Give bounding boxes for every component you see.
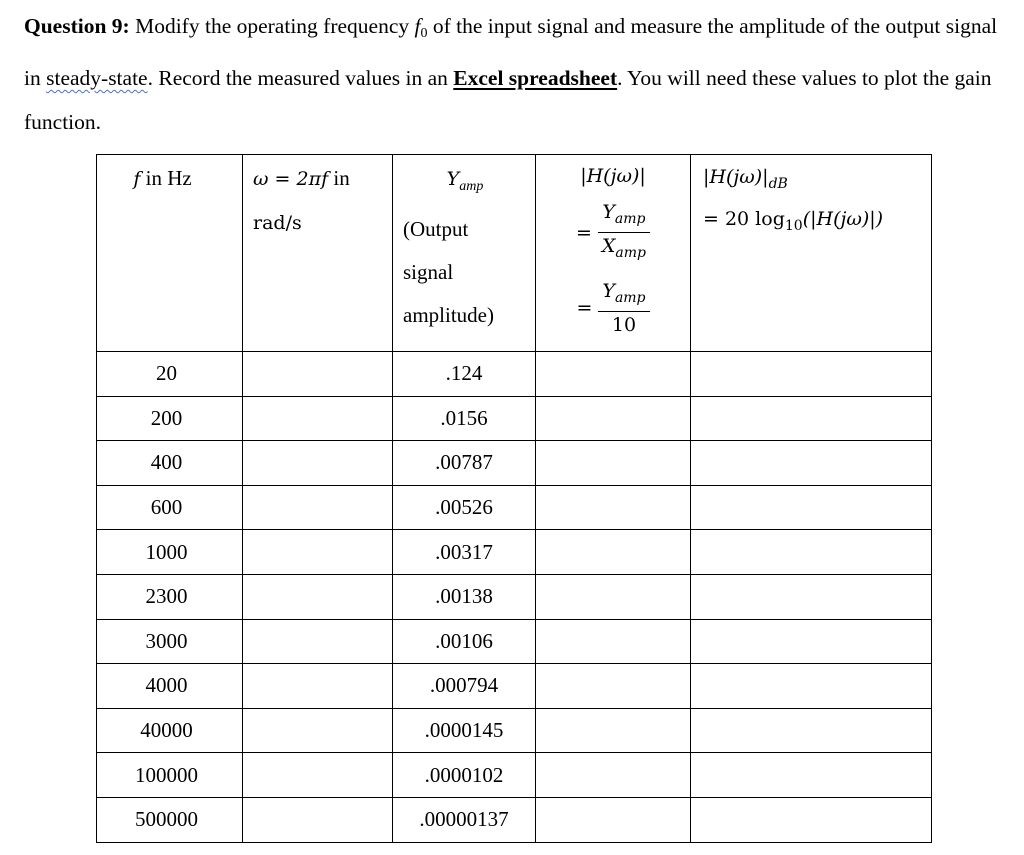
header-h-magnitude: |H(jω)| — [580, 165, 646, 187]
cell-omega — [243, 797, 393, 842]
question-part2: of the input signal and measure the amplitude of the output signal in — [24, 14, 998, 90]
header-yamp-line4: amplitude) — [403, 303, 494, 327]
header-frac2-den: 10 — [611, 314, 637, 336]
cell-frequency: 600 — [97, 485, 243, 530]
header-h-eq1: = — [575, 221, 592, 244]
header-hdb-sub: dB — [768, 176, 788, 192]
header-omega-unit: rad/s — [253, 212, 302, 234]
cell-gain-db — [691, 485, 932, 530]
header-frac1-den-var: X — [601, 235, 616, 257]
cell-frequency: 2300 — [97, 574, 243, 619]
cell-frequency: 20 — [97, 352, 243, 397]
cell-yamp: .00526 — [393, 485, 536, 530]
question-part1: Modify the operating frequency — [129, 14, 415, 38]
header-yamp-line2: (Output — [403, 217, 469, 241]
steady-state-term: steady-state — [46, 66, 148, 90]
header-f-symbol: f — [133, 168, 141, 190]
frequency-symbol: f — [414, 14, 421, 38]
table-row — [97, 485, 932, 530]
cell-omega — [243, 708, 393, 753]
header-omega-in: in — [328, 166, 350, 190]
header-frac1-num-sub: amp — [614, 211, 646, 227]
table-row — [97, 797, 932, 842]
header-f-unit: in Hz — [140, 166, 192, 190]
cell-yamp: .00138 — [393, 574, 536, 619]
cell-omega — [243, 396, 393, 441]
header-yamp — [393, 155, 536, 352]
cell-gain-magnitude — [536, 619, 691, 664]
cell-frequency: 40000 — [97, 708, 243, 753]
cell-gain-db — [691, 396, 932, 441]
table-row — [97, 352, 932, 397]
header-gain-magnitude — [536, 155, 691, 352]
cell-gain-db — [691, 574, 932, 619]
table-row — [97, 530, 932, 575]
header-yamp-sub: amp — [459, 179, 484, 194]
cell-gain-db — [691, 753, 932, 798]
question-text — [24, 4, 1014, 144]
header-h-ratio — [536, 199, 690, 266]
cell-gain-magnitude — [536, 664, 691, 709]
question-part4: . You will need these values to plot the gain function. — [24, 66, 992, 134]
cell-yamp: .00317 — [393, 530, 536, 575]
cell-omega — [243, 352, 393, 397]
cell-gain-db — [691, 352, 932, 397]
table-row — [97, 396, 932, 441]
header-hdb-formula-post: (|H(jω)|) — [802, 208, 884, 230]
header-frac2-num-sub: amp — [614, 290, 646, 306]
cell-gain-magnitude — [536, 530, 691, 575]
cell-gain-magnitude — [536, 441, 691, 486]
table-row — [97, 441, 932, 486]
question-part3: . Record the measured values in an — [147, 66, 454, 90]
cell-omega — [243, 530, 393, 575]
cell-frequency: 4000 — [97, 664, 243, 709]
cell-yamp: .00106 — [393, 619, 536, 664]
table-body — [97, 352, 932, 843]
cell-omega — [243, 619, 393, 664]
header-h-eq2: = — [576, 297, 593, 319]
cell-gain-magnitude — [536, 485, 691, 530]
cell-frequency: 400 — [97, 441, 243, 486]
header-gain-db — [691, 155, 932, 352]
header-yamp-line3: signal — [403, 260, 454, 284]
cell-frequency: 500000 — [97, 797, 243, 842]
cell-omega — [243, 574, 393, 619]
header-yamp-var: Y — [446, 168, 460, 190]
cell-omega — [243, 485, 393, 530]
excel-spreadsheet-term: Excel spreadsheet — [453, 66, 618, 90]
cell-gain-magnitude — [536, 396, 691, 441]
cell-omega — [243, 753, 393, 798]
cell-omega — [243, 441, 393, 486]
table-row — [97, 664, 932, 709]
cell-gain-magnitude — [536, 708, 691, 753]
cell-frequency: 100000 — [97, 753, 243, 798]
header-frac2-num-var: Y — [602, 280, 615, 302]
header-h-ratio-numeric — [536, 278, 690, 338]
table-row — [97, 753, 932, 798]
cell-gain-magnitude — [536, 797, 691, 842]
cell-gain-db — [691, 708, 932, 753]
cell-frequency: 200 — [97, 396, 243, 441]
cell-yamp: .00000137 — [393, 797, 536, 842]
frequency-subscript: 0 — [420, 26, 428, 41]
header-frac1-num-var: Y — [602, 201, 615, 223]
cell-yamp: .0000145 — [393, 708, 536, 753]
cell-frequency: 1000 — [97, 530, 243, 575]
cell-yamp: .0000102 — [393, 753, 536, 798]
header-frequency — [97, 155, 243, 352]
cell-gain-magnitude — [536, 352, 691, 397]
header-frac1-den-sub: amp — [615, 245, 647, 261]
cell-gain-db — [691, 619, 932, 664]
cell-yamp: .00787 — [393, 441, 536, 486]
frequency-table — [96, 154, 932, 843]
cell-frequency: 3000 — [97, 619, 243, 664]
header-omega-formula: ω = 2πf — [253, 168, 329, 190]
cell-omega — [243, 664, 393, 709]
table-header-row — [97, 155, 932, 352]
cell-gain-db — [691, 530, 932, 575]
table-row — [97, 708, 932, 753]
cell-gain-db — [691, 441, 932, 486]
cell-gain-magnitude — [536, 753, 691, 798]
header-hdb-magnitude: |H(jω)| — [703, 166, 769, 188]
cell-yamp: .124 — [393, 352, 536, 397]
header-omega — [243, 155, 393, 352]
question-label: Question 9: — [24, 14, 130, 38]
cell-yamp: .0156 — [393, 396, 536, 441]
cell-yamp: .000794 — [393, 664, 536, 709]
cell-gain-magnitude — [536, 574, 691, 619]
table-row — [97, 574, 932, 619]
cell-gain-db — [691, 797, 932, 842]
header-hdb-formula-pre: = 20 log — [703, 208, 785, 230]
header-hdb-formula-sub: 10 — [784, 218, 803, 234]
table-row — [97, 619, 932, 664]
cell-gain-db — [691, 664, 932, 709]
